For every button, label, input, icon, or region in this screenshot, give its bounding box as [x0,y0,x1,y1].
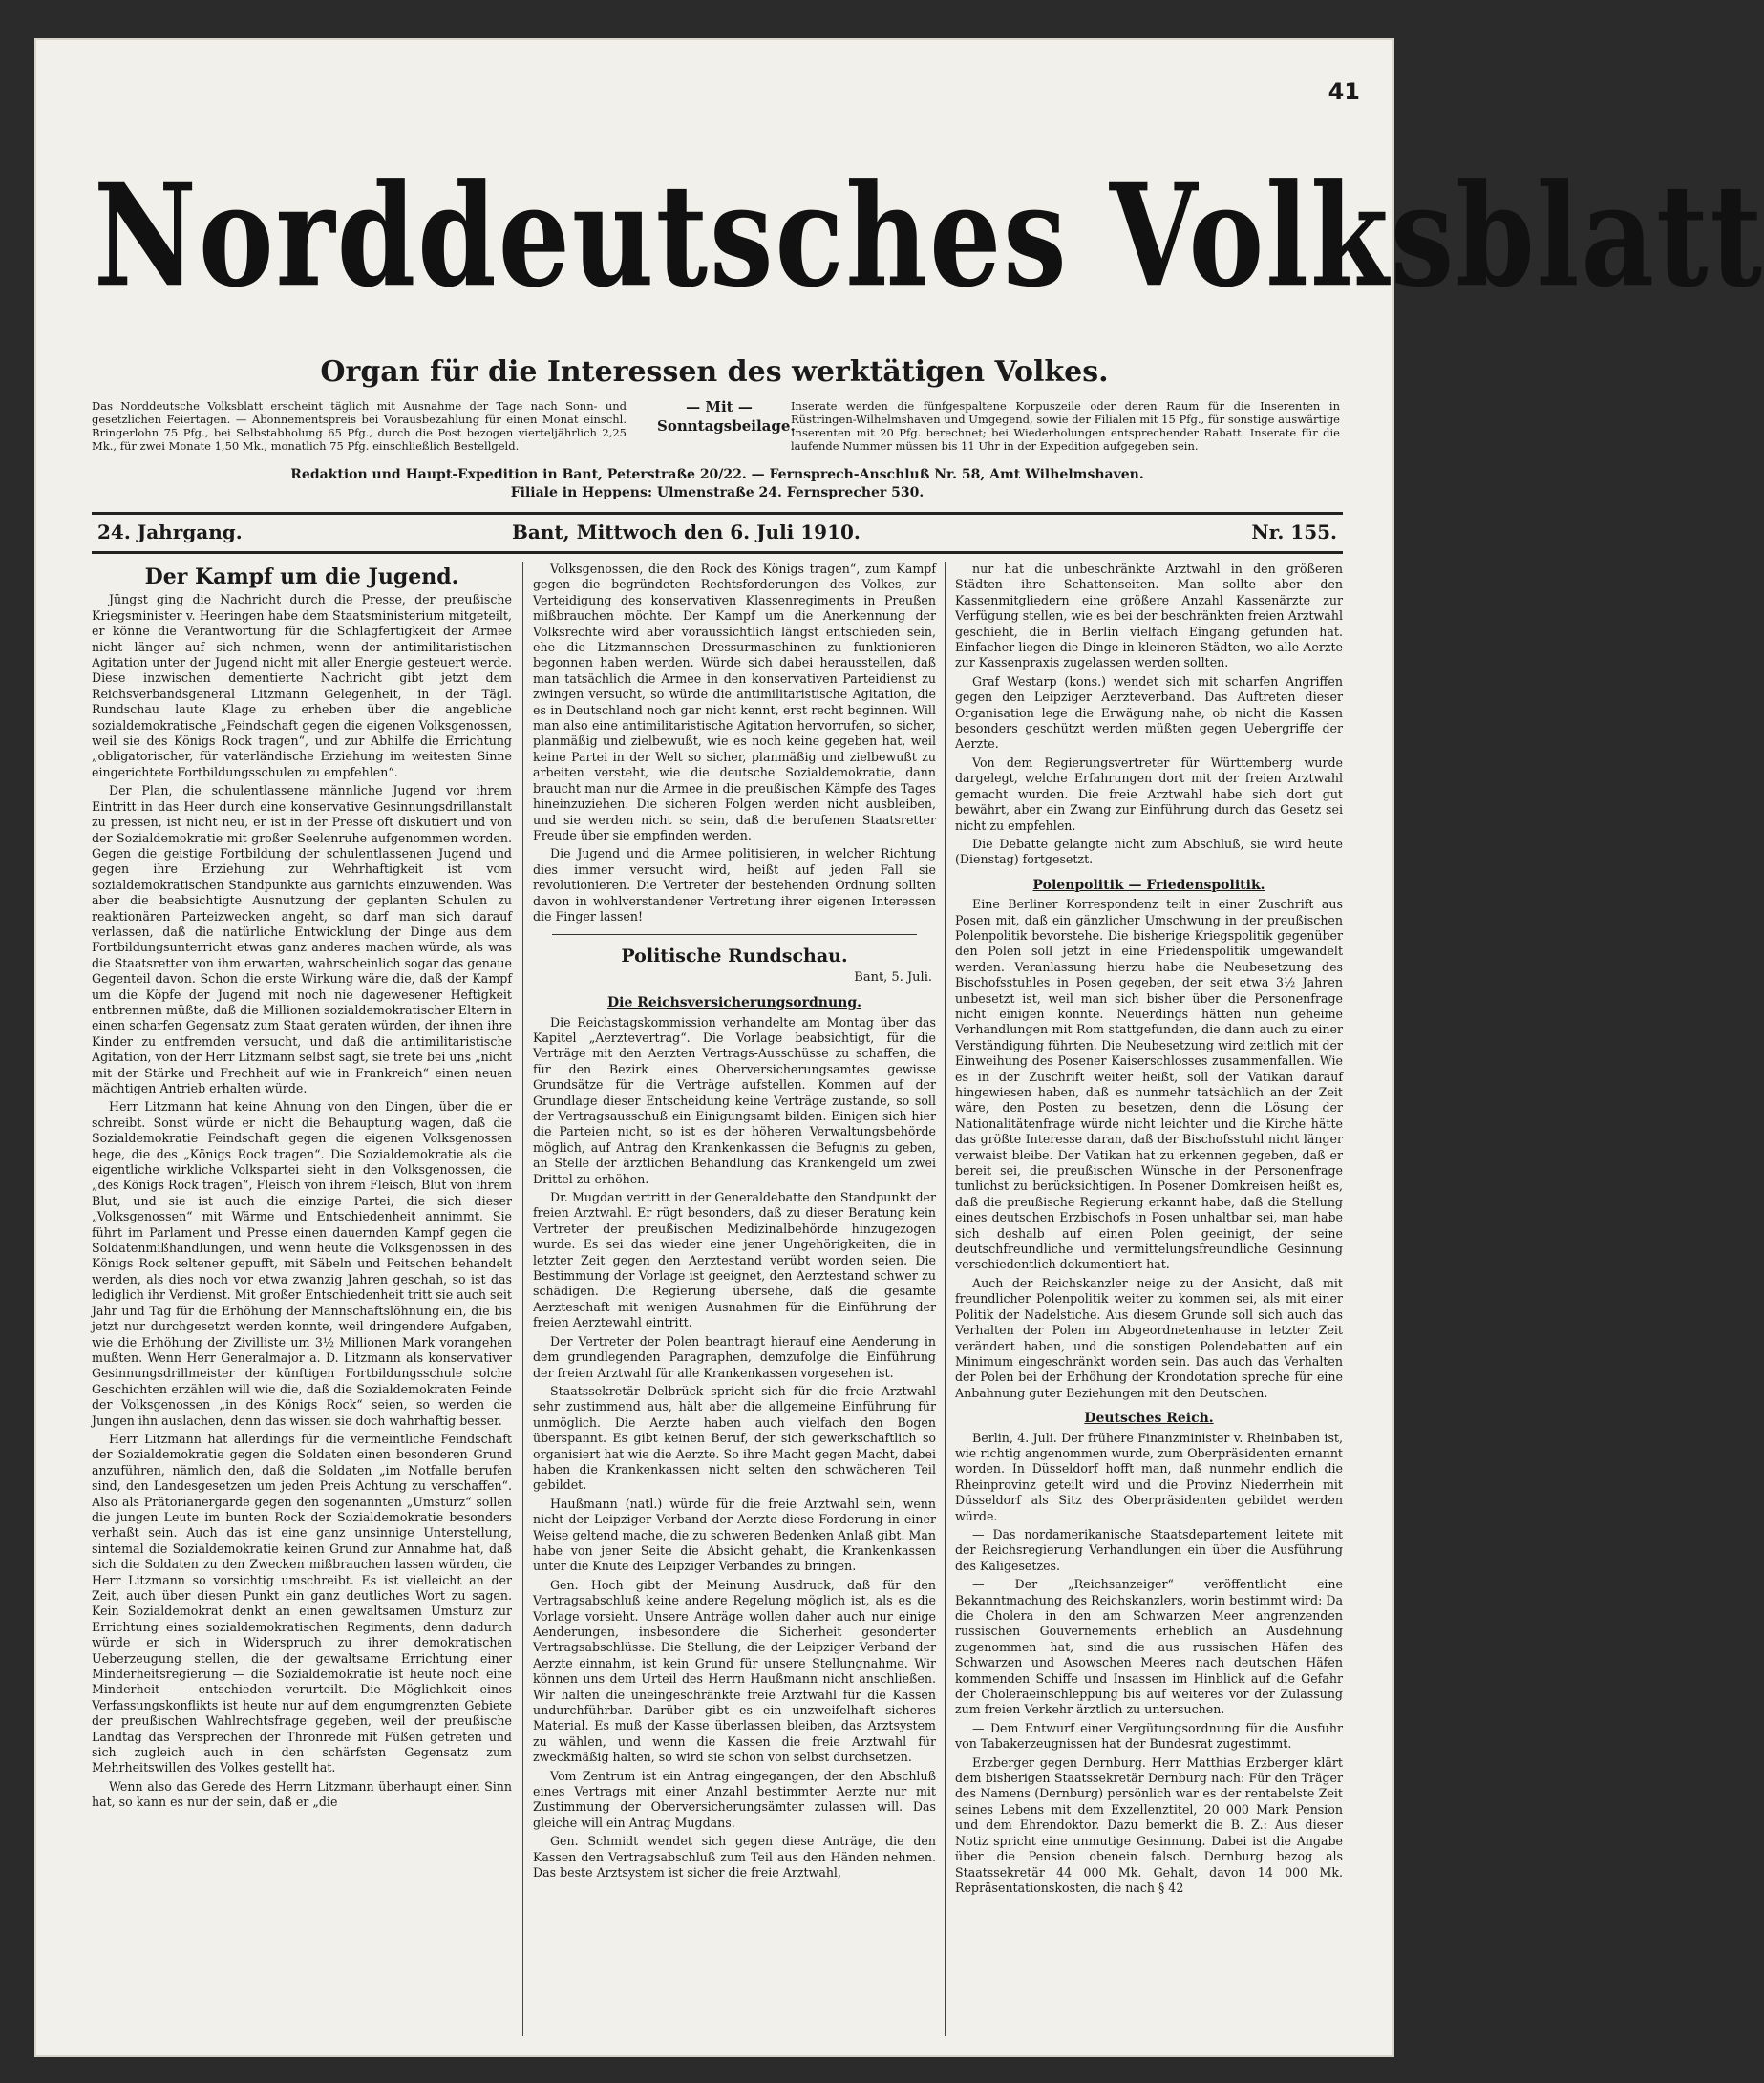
supplement-note-line: — Mit — [686,398,753,415]
paragraph: — Dem Entwurf einer Vergütungsordnung für die Ausfuhr von Tabakerzeugnissen hat der Bundesrat zugestimmt. [955,1720,1343,1752]
paragraph: Dr. Mugdan vertritt in der Generaldebatte den Standpunkt der freien Arztwahl. Er rügt besonders, daß zu dieser Beratung kein Vertreter der preußischen Medizinalbehörde hinzugezogen wurde. Es sei das wieder eine jener Ungehörigkeiten, die in letzter Zeit gegen den Aerztestand verübt worden seien. Die Bestimmung der Vorlage ist geeignet, den Aerztestand schwer zu schädigen. Die Regierung übersehe, daß die gesamte Aerzteschaft mit wenigen Ausnahmen für die Einführung der freien Aerztewahl eintritt. [533,1190,936,1330]
column-1 [92,562,512,2036]
subsection-heading: Polenpolitik — Friedenspolitik. [1032,877,1265,893]
section-rule [552,934,917,935]
paragraph: Der Plan, die schulentlassene männliche Jugend vor ihrem Eintritt in das Heer durch eine konservative Gesinnungsdrillanstalt zu pressen, ist nicht neu, er ist in der Presse oft diskutiert und von der Sozialdemokratie mit großer Seelenruhe aufgenommen worden. Gegen die geistige Fortbildung der schulentlassenen Jugend und gegen ihre Erziehung zur Wehrhaftigkeit ist vom sozialdemokratischen Standpunkte aus garnichts einzuwenden. Was aber die beabsichtigte Ausnutzung der geplanten Schulen zu reaktionären Parteizwecken angeht, so darf man sich darauf verlassen, daß die natürliche Entwicklung der Dinge aus dem Fortbildungsunterricht etwas ganz anderes machen würde, als was die Staatsretter von ihm erwarten, wahrscheinlich sogar das genaue Gegenteil davon. Schon die erste Wirkung wäre die, daß der Kampf um die Köpfe der Jugend mit noch nie dagewesener Heftigkeit entbrennen müßte, daß die Millionen sozialdemokratischer Eltern in einen scharfen Gegensatz zum Staat geraten würden, der ihnen ihre Kinder zu entfremden versucht, und daß die antimilitaristische Agitation, von der Herr Litzmann selbst sagt, sie trete bei uns „nicht mit der Stärke und Frechheit auf wie in Frankreich“ einen neuen mächtigen Antrieb erhalten würde. [92,783,512,1095]
paragraph: Eine Berliner Korrespondenz teilt in einer Zuschrift aus Posen mit, daß ein gänzlicher Umschwung in der preußischen Polenpolitik bevorstehe. Die bisherige Kriegspolitik gegenüber den Polen soll jetzt in eine Friedenspolitik umgewandelt werden. Veranlassung hierzu habe die Neubesetzung des Bischofsstuhles in Posen gegeben, der seit etwa 3½ Jahren unbesetzt ist, weil man sich bisher über die Personenfrage nicht einigen konnte. Neuerdings hätten nun geheime Verhandlungen mit Rom stattgefunden, die dann auch zu einer Verständigung führten. Die Neubesetzung wird zeitlich mit der Einweihung des Posener Kaiserschlosses zusammenfallen. Wie es in der Zuschrift weiter heißt, soll der Vatikan darauf hingewiesen haben, daß es nunmehr tatsächlich an der Zeit wäre, den Posten zu besetzen, denn die Lösung der Nationalitätenfrage würde nicht leichter und die Kirche hätte das größte Interesse daran, daß der Bischofsstuhl nicht länger verwaist bleibe. Der Vatikan hat zu erkennen gegeben, daß er bereit sei, die preußischen Wünsche in der Personenfrage tunlichst zu berücksichtigen. In Posener Domkreisen heißt es, daß die preußische Regierung erkannt habe, daß die Stellung eines deutschen Erzbischofs in Posen unhaltbar sei, man habe sich deshalb auf einen Polen geeinigt, der seine deutschfreundliche und vermittelungsfreundliche Gesinnung verschiedentlich dokumentiert hat. [955,897,1343,1272]
paragraph: Wenn also das Gerede des Herrn Litzmann überhaupt einen Sinn hat, so kann es nur der sein, daß er „die [92,1778,512,1810]
column-3 [955,562,1343,2036]
paragraph: Graf Westarp (kons.) wendet sich mit scharfen Angriffen gegen den Leipziger Aerzteverband. Das Auftreten dieser Organisation lege die Erwägung nahe, ob nicht die Kassen besonders geschützt werden müßten gegen Uebergriffe der Aerzte. [955,673,1343,752]
paragraph: Vom Zentrum ist ein Antrag eingegangen, der den Abschluß eines Vertrags mit einer Anzahl bestimmter Aerzte nur mit Zustimmung der Oberversicherungsämter zulassen will. Das gleiche will ein Antrag Mugdans. [533,1768,936,1830]
column-divider [522,562,523,2036]
column-2 [533,562,936,2036]
column-divider [945,562,946,2036]
contact-block [92,466,1343,502]
paragraph: Die Jugend und die Armee politisieren, in welcher Richtung dies immer versucht wird, heißt auf jeden Fall sie revolutionieren. Die Vertreter der bestehenden Ordnung sollten davon in wohlverstandener Vertretung ihrer eigenen Interessen die Finger lassen! [533,846,936,924]
paragraph: Erzberger gegen Dernburg. Herr Matthias Erzberger klärt dem bisherigen Staatssekretär Dernburg nach: Für den Träger des Namens (Dernburg) persönlich war es der rentabelste Zeit seines Lebens mit dem Exzellenztitel, 20 000 Mark Pension und dem Ehrendoktor. Dazu bemerkt die B. Z.: Aus dieser Notiz spricht eine unmutige Gesinnung. Dabei ist die Angabe über die Pension obenein falsch. Dernburg bezog als Staatssekretär 44 000 Mk. Gehalt, davon 14 000 Mk. Repräsentationskosten, die nach § 42 [955,1754,1343,1895]
masthead-subtitle: Organ für die Interessen des werktätigen Volkes. [320,355,1109,389]
section-heading: Politische Rundschau. [621,946,848,967]
paragraph: Die Debatte gelangte nicht zum Abschluß, sie wird heute (Dienstag) fortgesetzt. [955,836,1343,867]
contact-line: Redaktion und Haupt-Expedition in Bant, Peterstraße 20/22. — Fernsprech-Anschluß Nr. 58, Amt Wilhelmshaven. [290,467,1144,482]
place-date: Bant, 5. Juli. [854,969,932,985]
paragraph: nur hat die unbeschränkte Arztwahl in den größeren Städten ihre Schattenseiten. Man sollte aber den Kassenmitgliedern eine größere Anzahl Kassenärzte zur Verfügung stellen, wie es bei der beschränkten freien Arztwahl geschieht, die in Berlin vielfach Eingang gefunden hat. Einfacher liegen die Dinge in kleineren Städten, wo alle Aerzte zur Kassenpraxis zugelassen werden sollten. [955,562,1343,670]
paragraph: Herr Litzmann hat keine Ahnung von den Dingen, über die er schreibt. Sonst würde er nicht die Behauptung wagen, daß die Sozialdemokratie Feindschaft gegen die eigenen Volksgenossen hege, die des „Königs Rock tragen“. Die Sozialdemokratie als die eigentliche wirkliche Volkspartei sieht in den Volksgenossen, die „des Königs Rock tragen“, Fleisch von ihrem Fleisch, Blut von ihrem Blut, und sie ist auch die einzige Partei, die sich dieser „Volksgenossen“ mit Wärme und Entschiedenheit annimmt. Sie führt im Parlament und Presse einen dauernden Kampf gegen die Soldatenmißhandlungen, und wenn heute die Volksgenossen in des Königs Rock seltener gepufft, mit Säbeln und Peitschen behandelt werden, als dies noch vor etwa zwanzig Jahren geschah, so ist das lediglich ihr Verdienst. Mit großer Entschiedenheit tritt sie auch seit Jahr und Tag für die Erhöhung der Mannschaftslöhnung ein, die bis jetzt nur durchgesetzt werden konnte, weil dringendere Aufgaben, wie die Erhöhung der Zivilliste um 3½ Millionen Mark vorangehen mußten. Wenn Herr Generalmajor a. D. Litzmann als konservativer Gesinnungsdrillmeister der künftigen Fortbildungsschule solche Geschichten erzählen will wie die, daß die Sozialdemokraten Feinde der Volksgenossen „in des Königs Rock“ seien, so werden die Jungen ihn auslachen, denn das wissen sie doch wahrhaftig besser. [92,1099,512,1428]
page-number: 41 [1328,78,1360,105]
paragraph: Herr Litzmann hat allerdings für die vermeintliche Feindschaft der Sozialdemokratie gegen die Soldaten einen besonderen Grund anzuführen, nämlich den, daß die Soldaten „im Notfalle berufen sind, den Landesgesetzen um jeden Preis Achtung zu verschaffen“. Also als Prätorianergarde gegen den sogenannten „Umsturz“ sollen die jungen Leute im bunten Rock der Sozialdemokratie besonders verhaßt sein. Auch das ist eine ganz unsinnige Unterstellung, sintemal die Sozialdemokratie keinen Grund zur Annahme hat, daß sich die Soldaten zu den Zwecken mißbrauchen lassen würden, die Herr Litzmann so vorsichtig umschreibt. Es ist vielleicht an der Zeit, auch über diesen Punkt ein ganz deutliches Wort zu sagen. Kein Sozialdemokrat denkt an einen gewaltsamen Umsturz zur Errichtung eines sozialdemokratischen Regiments, denn dadurch würde er sich in Widerspruch zu ihrer demokratischen Ueberzeugung stellen, die der gewaltsame Errichtung einer Minderheitsregierung — die Sozialdemokratie ist heute noch eine Minderheit — entschieden verurteilt. Die Möglichkeit eines Verfassungskonflikts ist heute nur auf dem engumgrenzten Gebiete der preußischen Wahlrechtsfrage gegeben, weil der preußische Landtag das Versprechen der Thronrede mit Füßen getreten und sich zugleich auch in den schärfsten Gegensatz zum Mehrheitswillen des Volkes gestellt hat. [92,1431,512,1775]
article-heading: Der Kampf um die Jugend. [144,564,459,589]
issue-number: Nr. 155. [1251,521,1337,543]
contact-line: Filiale in Heppens: Ulmenstraße 24. Fernsprecher 530. [510,485,925,500]
volume-year: 24. Jahrgang. [97,521,243,543]
paragraph: Der Vertreter der Polen beantragt hierauf eine Aenderung in dem grundlegenden Paragraphen, demzufolge die Einführung der freien Arztwahl für alle Krankenkassen vorgesehen ist. [533,1333,936,1380]
paragraph: Volksgenossen, die den Rock des Königs tragen“, zum Kampf gegen die begründeten Rechtsforderungen des Volkes, zur Verteidigung des konservativen Klassenregiments in Preußen mißbrauchen möchte. Der Kampf um die Anerkennung der Volksrechte wird aber voraussichtlich längst entschieden sein, ehe die Litzmannschen Dressurmaschinen zu funktionieren begonnen haben werden. Würde sich dabei herausstellen, daß man tatsächlich die Armee in den konservativen Parteidienst zu zwingen versucht, so würde die antimilitaristische Agitation, die es in Deutschland noch gar nicht kennt, erst recht beginnen. Will man also eine antimilitaristische Agitation hervorrufen, so sicher, planmäßig und zielbewußt, wie es noch keine gegeben hat, weil keine Partei in der Welt so sicher, planmäßig und zielbewußt zu arbeiten versteht, wie die deutsche Sozialdemokratie, dann braucht man nur die Armee in die preußischen Kämpfe des Tages hineinzuziehen. Die sicheren Folgen werden nicht ausbleiben, und sie werden nicht so sein, daß die berufenen Staatsretter Freude über sie empfinden werden. [533,562,936,842]
subscription-info: Das Norddeutsche Volksblatt erscheint täglich mit Ausnahme der Tage nach Sonn- und gesetzlichen Feiertagen. — Abonnementspreis bei Vorausbezahlung für einen Monat einschl. Bringerlohn 75 Pfg., bei Selbstabholung 65 Pfg., durch die Post bezogen vierteljährlich 2,25 Mk., für zwei Monate 1,50 Mk., monatlich 75 Pfg. einschließlich Bestellgeld. [92,399,627,453]
newspaper-page [36,40,1764,2055]
subsection-heading: Die Reichsversicherungsordnung. [606,995,862,1011]
paragraph: Jüngst ging die Nachricht durch die Presse, der preußische Kriegsminister v. Heeringen habe dem Staatsministerium mitgeteilt, er könne die Verantwortung für die Schlagfertigkeit der Armee nicht länger auf sich nehmen, wenn der antimilitaristischen Agitation unter der Jugend nicht mit aller Energie gesteuert werde. Diese inzwischen dementierte Nachricht gibt jetzt dem Reichsverbandsgeneral Litzmann Gelegenheit, in der Tägl. Rundschau laute Klage zu erheben über die angebliche sozialdemokratische „Feindschaft gegen die eigenen Volksgenossen, weil sie des Königs Rock tragen“, und zur Abhilfe die Errichtung „obligatorischer, für vaterländische Erziehung im weitesten Sinne eingerichtete Fortbildungsschulen zu empfehlen“. [92,592,512,779]
masthead-title: Norddeutsches Volksblatt [94,152,1764,319]
paragraph: Auch der Reichskanzler neige zu der Ansicht, daß mit freundlicher Polenpolitik weiter zu kommen sei, als mit einer Politik der Nadelstiche. Aus diesem Grunde soll sich auch das Verhalten der Polen im Abgeordnetenhause in letzter Zeit verändert haben, und die sonstigen Polendebatten auf ein Minimum eingeschränkt worden sein. Das auch das Verhalten der Polen bei der Erhöhung der Krondotation spreche für eine Anbahnung guter Beziehungen mit den Deutschen. [955,1275,1343,1400]
issue-date: Bant, Mittwoch den 6. Juli 1910. [512,521,861,543]
paragraph: — Das nordamerikanische Staatsdepartement leitete mit der Reichsregierung Verhandlungen ein über die Ausführung des Kaligesetzes. [955,1526,1343,1573]
dateline-bar [92,512,1343,554]
paragraph: Berlin, 4. Juli. Der frühere Finanzminister v. Rheinbaben ist, wie richtig angenommen wurde, zum Oberpräsidenten ernannt worden. In Düsseldorf hofft man, daß nunmehr endlich die Rheinprovinz geteilt wird und die Provinz Niederrhein mit Düsseldorf als Sitz des Oberpräsidenten gebildet werden würde. [955,1430,1343,1523]
paragraph: Staatssekretär Delbrück spricht sich für die freie Arztwahl sehr zustimmend aus, hält aber die allgemeine Einführung für unmöglich. Die Aerzte haben auch vielfach den Bogen überspannt. Es gibt keinen Beruf, der sich gewerkschaftlich so organisiert hat wie die Aerzte. So ihre Macht gegen Macht, dabei haben die Krankenkassen nicht selten den schwächeren Teil gebildet. [533,1383,936,1493]
supplement-note [657,397,796,436]
subsection-heading: Deutsches Reich. [1084,1411,1214,1427]
paragraph: Gen. Hoch gibt der Meinung Ausdruck, daß für den Vertragsabschluß keine andere Regelung möglich ist, als es die Vorlage vorsieht. Unsere Anträge wollen daher auch nur einige Aenderungen, insbesondere die Sicherheit gesonderter Vertragsabschlüsse. Die Stellung, die der Leipziger Verband der Aerzte einnahm, ist kein Grund für unsere Stellungnahme. Wir können uns dem Urteil des Herrn Haußmann nicht anschließen. Wir halten die uneingeschränkte freie Arztwahl für die Kassen undurchführbar. Darüber gibt es ein unzweifelhaft sicheres Material. Es muß der Kasse überlassen bleiben, das Arztsystem zu wählen, und wenn die Kassen die freie Arztwahl für zweckmäßig halten, so wird sie schon von selbst durchsetzen. [533,1577,936,1765]
paragraph: Die Reichstagskommission verhandelte am Montag über das Kapitel „Aerztevertrag“. Die Vorlage beabsichtigt, für die Verträge mit den Aerzten Vertrags-Ausschüsse zu schaffen, die für den Bezirk eines Oberversicherungsamtes gewisse Grundsätze für die Verträge aufstellen. Kommen auf der Grundlage dieser Entscheidung keine Verträge zustande, so soll der Vertragsausschuß ein Einigungsamt bilden. Einigen sich hier die Parteien nicht, so ist es der höheren Verwaltungsbehörde möglich, auf Antrag den Krankenkassen die Befugnis zu geben, an Stelle der ärztlichen Behandlung das Krankengeld um zwei Drittel zu erhöhen. [533,1014,936,1186]
paragraph: Von dem Regierungsvertreter für Württemberg wurde dargelegt, welche Erfahrungen dort mit der freien Arztwahl gemacht wurden. Die freie Arztwahl habe sich dort gut bewährt, aber ein Zwang zur Einführung durch das Gesetz sei nicht zu empfehlen. [955,755,1343,833]
supplement-note-line: Sonntagsbeilage. [657,417,796,435]
paragraph: Gen. Schmidt wendet sich gegen diese Anträge, die den Kassen den Vertragsabschluß zum Teil aus den Händen nehmen. Das beste Arztsystem ist sicher die freie Arztwahl, [533,1834,936,1881]
paragraph: — Der „Reichsanzeiger“ veröffentlicht eine Bekanntmachung des Reichskanzlers, worin bestimmt wird: Da die Cholera in den am Schwarzen Meer angrenzenden russischen Gouvernements erheblich an Ausdehnung zugenommen hat, sind die aus russischen Häfen des Schwarzen und Asowschen Meeres nach deutschen Häfen kommenden Schiffe und Insassen im Hinblick auf die Gefahr der Choleraeinschleppung bis auf weiteres vor der Zulassung zum freien Verkehr ärztlich zu untersuchen. [955,1577,1343,1717]
paragraph: Haußmann (natl.) würde für die freie Arztwahl sein, wenn nicht der Leipziger Verband der Aerzte diese Forderung in einer Weise geltend mache, die zu schweren Bedenken Anlaß gibt. Man habe von jener Seite die Absicht gehabt, die Krankenkassen unter die Knute des Leipziger Verbandes zu bringen. [533,1496,936,1574]
advertising-info: Inserate werden die fünfgespaltene Korpuszeile oder deren Raum für die Inserenten in Rüstringen-Wilhelmshaven und Umgegend, sowie der Filialen mit 15 Pfg., für sonstige auswärtige Inserenten mit 20 Pfg. berechnet; bei Wiederholungen entsprechender Rabatt. Inserate für die laufende Nummer müssen bis 11 Uhr in der Expedition aufgegeben sein. [791,399,1340,453]
